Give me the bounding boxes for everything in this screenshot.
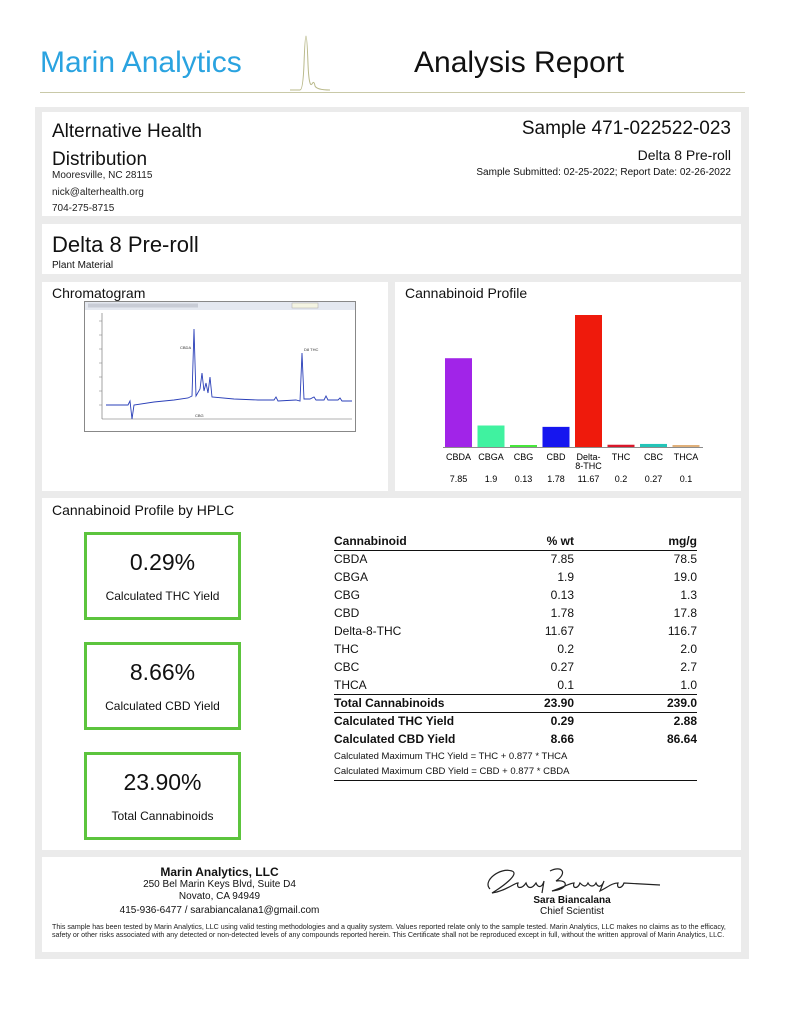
sample-type: Delta 8 Pre-roll <box>637 147 731 163</box>
signer-name: Sara Biancalana <box>533 895 611 906</box>
cell-mg: 116.7 <box>667 624 697 638</box>
cell-name: CBGA <box>334 570 369 584</box>
total-mg: 239.0 <box>574 694 697 712</box>
bar-delta-8-thc <box>575 315 602 447</box>
disclaimer-text: This sample has been tested by Marin Analytics, LLC using valid testing methodologies and a quality system. Values reported relate only to the sample tested. Marin Analytics, LLC makes no claims as to the efficacy, safety or other risks associated with any detected or non-detected levels of any compounds reported herein. This Certificate shall not be reproduced except in full, without the written approval of Marin Analytics, LLC. <box>52 923 726 939</box>
cbd-yield-row-mg: 86.64 <box>666 732 697 746</box>
cannabinoid-results-table <box>334 533 697 781</box>
value-label: 0.13 <box>514 474 533 484</box>
bar-cbga <box>478 426 505 447</box>
table-row <box>334 568 697 586</box>
thc-yield-value: 0.29% <box>129 549 196 575</box>
cell-name: CBD <box>334 606 360 620</box>
total-row <box>334 694 697 712</box>
table-row <box>334 586 697 604</box>
total-cannabinoids-value: 23.90% <box>123 769 202 795</box>
value-label: 7.85 <box>449 474 468 484</box>
cannabinoid-profile-panel <box>395 282 741 491</box>
cell-percent: 0.27 <box>550 660 574 674</box>
lab-name: Marin Analytics, LLC <box>160 865 279 879</box>
chart-title: Cannabinoid Profile <box>405 285 528 301</box>
cell-name: CBDA <box>334 552 368 567</box>
sample-dates: Sample Submitted: 02-25-2022; Report Date: 02-26-2022 <box>476 167 731 178</box>
value-label: 0.1 <box>679 474 693 484</box>
bar-cbda <box>445 358 472 447</box>
value-label: 1.9 <box>484 474 498 484</box>
product-category: Plant Material <box>52 260 114 271</box>
table-row <box>334 622 697 640</box>
thc-yield-row-mg: 2.88 <box>574 712 697 730</box>
cell-percent: 1.78 <box>550 606 574 620</box>
lab-address: 250 Bel Marin Keys Blvd, Suite D4 <box>143 879 296 890</box>
thc-formula: Calculated Maximum THC Yield = THC + 0.877 * THCA <box>334 750 568 762</box>
table-header-row <box>334 533 697 550</box>
cell-mg: 17.8 <box>673 606 697 620</box>
value-label: 1.78 <box>547 474 565 484</box>
table-row <box>334 640 697 658</box>
thc-yield-label: Calculated THC Yield <box>105 589 220 603</box>
category-label: CBD <box>546 452 566 462</box>
signer-title: Chief Scientist <box>540 906 604 917</box>
cbd-yield-row-percent: 8.66 <box>550 732 574 746</box>
chromatogram-panel <box>42 282 388 491</box>
hplc-panel <box>42 498 741 850</box>
cell-name: Delta-8-THC <box>334 624 402 638</box>
cbd-formula-row <box>334 764 697 780</box>
peak-label-cbda: CBDA <box>180 345 192 350</box>
lab-contact: 415-936-6477 / sarabiancalana1@gmail.com <box>119 905 320 916</box>
client-panel <box>42 112 741 216</box>
chromatogram-peak-logo <box>290 34 330 94</box>
cell-mg: 78.5 <box>673 552 697 567</box>
chromatogram-image <box>84 301 356 432</box>
bar-thca <box>673 445 700 447</box>
hplc-title: Cannabinoid Profile by HPLC <box>52 502 235 518</box>
client-name: Alternative Health Distribution <box>52 121 202 170</box>
category-label: 8-THC <box>575 461 602 471</box>
value-label: 11.67 <box>577 474 600 484</box>
cell-percent: 7.85 <box>550 552 574 567</box>
cell-name: CBG <box>334 588 361 602</box>
thc-yield-row <box>334 712 697 730</box>
header-percent-wt: % wt <box>494 533 574 550</box>
sample-id: Sample 471-022522-023 <box>521 118 731 139</box>
table-row <box>334 604 697 622</box>
cell-mg: 2.0 <box>680 642 697 656</box>
category-label: THCA <box>673 452 699 462</box>
category-label: CBDA <box>445 452 472 462</box>
client-phone: 704-275-8715 <box>52 203 115 214</box>
value-label: 0.27 <box>644 474 663 484</box>
value-label: 0.2 <box>614 474 628 484</box>
cbd-yield-row <box>334 730 697 748</box>
cbd-formula: Calculated Maximum CBD Yield = CBD + 0.877 * CBDA <box>334 764 697 780</box>
bar-cbg <box>510 445 537 447</box>
category-label: Delta- <box>576 452 601 462</box>
cell-percent: 11.67 <box>544 624 574 638</box>
table-row <box>334 676 697 694</box>
cell-percent: 1.9 <box>557 570 574 584</box>
cell-name: CBC <box>334 660 360 674</box>
category-label: CBGA <box>478 452 504 462</box>
cell-name: THC <box>334 642 359 656</box>
bar-thc <box>608 445 635 447</box>
header-divider <box>40 92 745 93</box>
cbd-yield-value: 8.66% <box>129 659 196 685</box>
total-percent: 23.90 <box>494 694 574 712</box>
thc-yield-row-percent: 0.29 <box>494 712 574 730</box>
bar-cbc <box>640 444 667 447</box>
cell-mg: 2.7 <box>680 660 697 674</box>
thc-yield-row-label: Calculated THC Yield <box>334 712 494 730</box>
table-row <box>334 658 697 676</box>
category-label: CBC <box>643 452 664 462</box>
category-label: THC <box>611 452 631 462</box>
peak-label-d8thc: D8 THC <box>304 347 319 352</box>
product-name: Delta 8 Pre-roll <box>52 232 199 257</box>
report-title: Analysis Report <box>414 46 625 79</box>
chromatogram-title: Chromatogram <box>52 285 146 301</box>
cell-mg: 1.3 <box>680 588 697 602</box>
cbd-yield-row-label: Calculated CBD Yield <box>334 732 456 746</box>
peak-label-cbg: CBG <box>195 413 204 418</box>
thc-yield-box <box>84 532 241 620</box>
thc-formula-row <box>334 748 697 764</box>
category-label: CBG <box>513 452 534 462</box>
cell-mg: 1.0 <box>680 677 697 692</box>
total-cannabinoids-box <box>84 752 241 840</box>
client-email: nick@alterhealth.org <box>52 187 144 198</box>
total-cannabinoids-label: Total Cannabinoids <box>111 809 214 823</box>
cannabinoid-bar-chart <box>395 282 741 491</box>
lab-city: Novato, CA 94949 <box>178 891 261 902</box>
cbd-yield-label: Calculated CBD Yield <box>105 699 220 713</box>
header-mg-per-g: mg/g <box>574 533 697 550</box>
cell-percent: 0.13 <box>550 588 574 602</box>
bar-cbd <box>543 427 570 447</box>
cell-percent: 0.1 <box>557 677 574 692</box>
client-city: Mooresville, NC 28115 <box>52 170 153 181</box>
footer-panel <box>42 857 741 952</box>
cell-percent: 0.2 <box>557 642 574 656</box>
cbd-yield-box <box>84 642 241 730</box>
product-panel <box>42 224 741 274</box>
cell-mg: 19.0 <box>673 570 697 584</box>
brand-name: Marin Analytics <box>40 46 242 79</box>
total-label: Total Cannabinoids <box>334 694 494 712</box>
table-row <box>334 550 697 568</box>
cell-name: THCA <box>334 677 367 692</box>
header-cannabinoid: Cannabinoid <box>334 533 494 550</box>
